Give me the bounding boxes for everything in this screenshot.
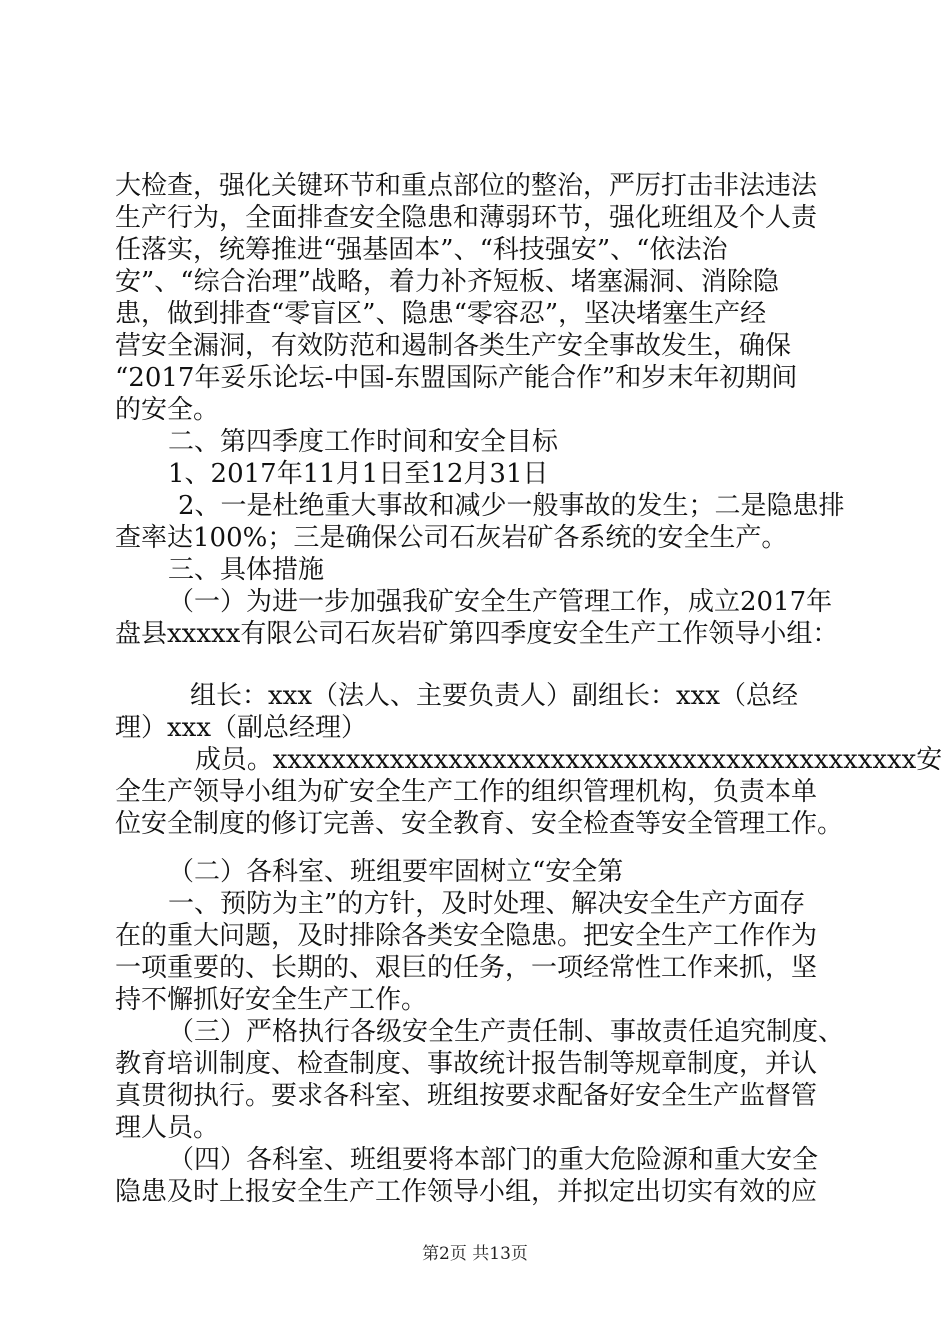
body-line-12: 查率达100%；三是确保公司石灰岩矿各系统的安全生产。 bbox=[115, 523, 788, 553]
body-line-28: 真贯彻执行。要求各科室、班组按要求配备好安全生产监督管 bbox=[115, 1081, 818, 1111]
body-line-3: 任落实，统筹推进“强基固本”、“科技强安”、“依法治 bbox=[115, 235, 728, 265]
body-line-26: （三）严格执行各级安全生产责任制、事故责任追究制度、 bbox=[168, 1017, 845, 1047]
body-line-25: 持不懈抓好安全生产工作。 bbox=[115, 985, 428, 1015]
body-line-20: 位安全制度的修订完善、安全教育、安全检查等安全管理工作。 bbox=[115, 809, 844, 839]
body-line-31: 隐患及时上报安全生产工作领导小组，并拟定出切实有效的应 bbox=[115, 1177, 818, 1207]
body-line-6: 营安全漏洞，有效防范和遏制各类生产安全事故发生，确保 bbox=[115, 331, 792, 361]
body-line-14: （一）为进一步加强我矿安全生产管理工作，成立2017年 bbox=[168, 587, 833, 617]
body-line-2: 生产行为，全面排查安全隐患和薄弱环节，强化班组及个人责 bbox=[115, 203, 818, 233]
body-line-24: 一项重要的、长期的、艰巨的任务，一项经常性工作来抓，坚 bbox=[115, 953, 818, 983]
body-line-21: （二）各科室、班组要牢固树立“安全第 bbox=[168, 857, 624, 887]
body-line-30: （四）各科室、班组要将本部门的重大危险源和重大安全 bbox=[168, 1145, 819, 1175]
section-heading-3: 三、具体措施 bbox=[168, 555, 325, 585]
body-line-11: 2、一是杜绝重大事故和减少一般事故的发生；二是隐患排 bbox=[178, 491, 845, 521]
section-heading-2: 二、第四季度工作时间和安全目标 bbox=[168, 427, 559, 457]
page-number-footer: 第2页 共13页 bbox=[422, 1244, 528, 1264]
body-line-1: 大检查，强化关键环节和重点部位的整治，严厉打击非法违法 bbox=[115, 171, 818, 201]
body-line-7: “2017年妥乐论坛-中国-东盟国际产能合作”和岁末年初期间 bbox=[115, 363, 798, 393]
body-line-29: 理人员。 bbox=[115, 1113, 220, 1143]
body-line-5: 患，做到排查“零盲区”、隐患“零容忍”，坚决堵塞生产经 bbox=[115, 299, 767, 329]
body-line-16: 组长：xxx（法人、主要负责人）副组长：xxx（总经 bbox=[190, 681, 798, 711]
body-line-18: 成员。xxxxxxxxxxxxxxxxxxxxxxxxxxxxxxxxxxxxxxxxxxxx安 bbox=[195, 745, 943, 775]
body-line-23: 在的重大问题，及时排除各类安全隐患。把安全生产工作作为 bbox=[115, 921, 818, 951]
body-line-4: 安”、“综合治理”战略，着力补齐短板、堵塞漏洞、消除隐 bbox=[115, 267, 779, 297]
body-line-19: 全生产领导小组为矿安全生产工作的组织管理机构，负责本单 bbox=[115, 777, 818, 807]
body-line-27: 教育培训制度、检查制度、事故统计报告制等规章制度，并认 bbox=[115, 1049, 818, 1079]
body-line-8: 的安全。 bbox=[115, 395, 220, 425]
body-line-22: 一、预防为主”的方针，及时处理、解决安全生产方面存 bbox=[168, 889, 806, 919]
body-line-10: 1、2017年11月1日至12月31日 bbox=[168, 459, 549, 489]
body-line-17: 理）xxx（副总经理） bbox=[115, 713, 367, 743]
body-line-15: 盘县xxxxx有限公司石灰岩矿第四季度安全生产工作领导小组： bbox=[115, 619, 839, 649]
